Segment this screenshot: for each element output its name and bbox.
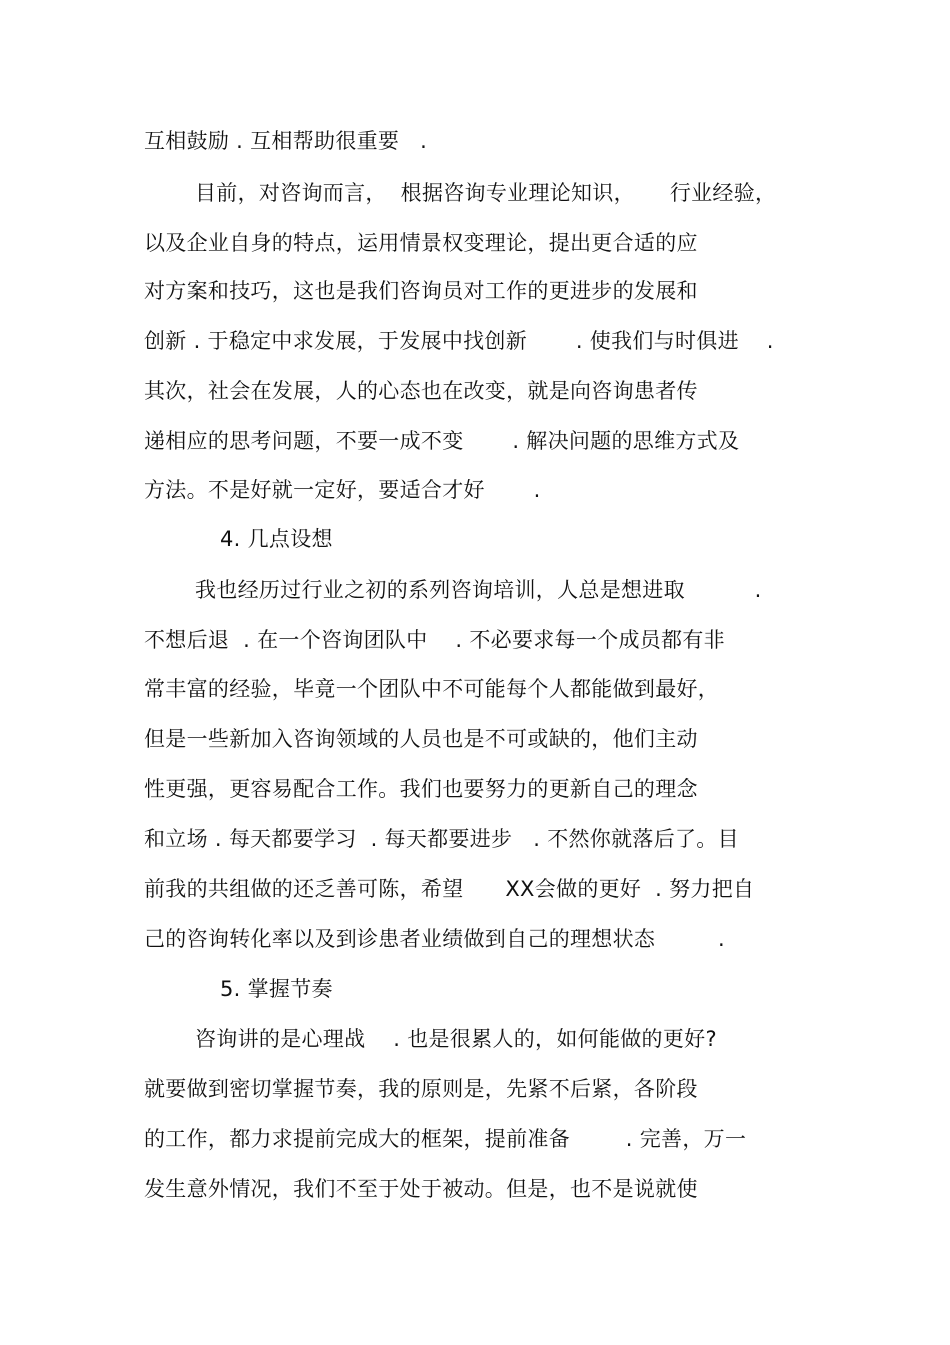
text-line-1: 互相鼓励 . 互相帮助很重要 . — [144, 129, 428, 153]
section-heading-5: 5. 掌握节奏 — [220, 977, 333, 1001]
text-line-10: 我也经历过行业之初的系列咨询培训，人总是想进取 . — [195, 578, 762, 602]
text-line-17: 己的咨询转化率以及到诊患者业绩做到自己的理想状态 . — [144, 927, 725, 951]
text-line-8: 方法。不是好就一定好，要适合才好 . — [144, 478, 541, 502]
text-line-13: 但是一些新加入咨询领域的人员也是不可或缺的，他们主动 — [144, 727, 698, 751]
section-heading-4: 4. 几点设想 — [220, 527, 333, 551]
text-line-6: 其次，社会在发展，人的心态也在改变，就是向咨询患者传 — [144, 379, 698, 403]
text-line-12: 常丰富的经验，毕竟一个团队中不可能每个人都能做到最好， — [144, 677, 720, 701]
text-line-16: 前我的共组做的还乏善可陈，希望 XX会做的更好 . 努力把自 — [144, 877, 755, 901]
text-line-19: 咨询讲的是心理战 . 也是很累人的，如何能做的更好? — [195, 1027, 717, 1051]
text-line-4: 对方案和技巧，这也是我们咨询员对工作的更进步的发展和 — [144, 279, 698, 303]
text-line-2: 目前，对咨询而言， 根据咨询专业理论知识， 行业经验， — [195, 181, 777, 205]
text-line-14: 性更强，更容易配合工作。我们也要努力的更新自己的理念 — [144, 777, 698, 801]
text-line-3: 以及企业自身的特点，运用情景权变理论，提出更合适的应 — [144, 231, 698, 255]
text-line-20: 就要做到密切掌握节奏，我的原则是，先紧不后紧，各阶段 — [144, 1077, 698, 1101]
text-line-21: 的工作，都力求提前完成大的框架，提前准备 . 完善，万一 — [144, 1127, 747, 1151]
text-line-5: 创新 . 于稳定中求发展，于发展中找创新 . 使我们与时俱进 . — [144, 329, 774, 353]
text-line-7: 递相应的思考问题，不要一成不变 . 解决问题的思维方式及 — [144, 429, 740, 453]
text-line-15: 和立场 . 每天都要学习 . 每天都要进步 . 不然你就落后了。目 — [144, 827, 739, 851]
text-line-11: 不想后退 . 在一个咨询团队中 . 不必要求每一个成员都有非 — [144, 628, 725, 652]
text-line-22: 发生意外情况，我们不至于处于被动。但是，也不是说就使 — [144, 1177, 698, 1201]
